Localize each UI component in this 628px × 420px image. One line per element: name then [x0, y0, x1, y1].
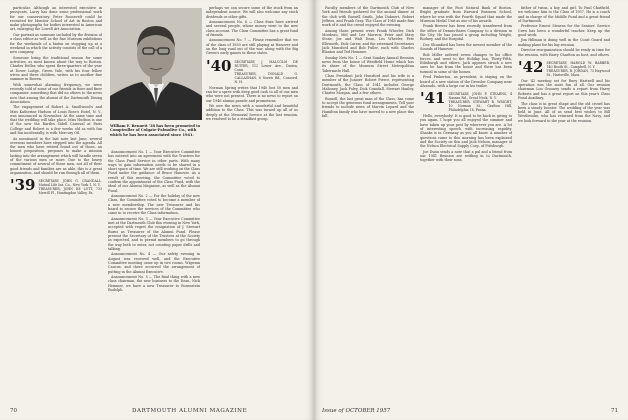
paragraph: Jim Hillman is doing well in the Coast Guard and making plans for his big reunion.	[518, 38, 610, 47]
paragraph: Someone bring the traditional season for some activities, as most known about the way to Boston. Charles Heller, who spent three-quarters of the year at Dover Lodge, Green Vale, with his four fellow wives and three children, writes as to another fine summer in Bowen.	[10, 55, 102, 82]
class-officers	[234, 59, 298, 84]
paragraph: As mentioned in the last note last June, several overseas members have stepped into the agenda. All the men who have retired found out of those, an honest proposition, proposes to make a mission lasting into the arrangement which will handle seven of the various men or more. Due to the heavy commitment of several of these men, not all of their good friends and families are as able, this is a great organization, and should be run through all of them.	[10, 136, 102, 175]
paragraph: Announcement No. 7 — Please remember that we of the class of 1939 are still playing at Hanover and on the long road out of the war, along with the Big Green's early games in these states.	[206, 38, 298, 56]
right-column-1	[322, 6, 414, 398]
paragraph: Announcement No. 2 — For the holiday of the new Class, the Committee voted to become a member of a new membership. The new Treasurer and his board to secure the services of the Committee who came in to receive the Class information.	[108, 194, 200, 216]
paragraph: Sunday Nets No. 1 — Sent Sunday Annual Reunion news from the house of Westfield Home which has its share of the Museum Street Metropolitan Tabernacle Hall.	[322, 55, 414, 73]
left-footer	[10, 404, 304, 414]
paragraph: Frank Brewer has been recently transferred from the office of Dennis-Bates Company to a division in the City. He has joined a group including Wright, Rodney, and the Hospital.	[420, 24, 512, 42]
class-secretary: SECRETARY, HAROLD W. BARBER, 140 Booth St., Campbell, N. Y.	[546, 60, 610, 69]
class-treasurer: TREASURER, JOHN DE LOTT, 733 Merrill Pl., Huntingdon Valley, Pa.	[38, 187, 102, 196]
paragraph: The class is in great shape and the old crowd has been a steady booster. The wedding of the year was held in June. All of us send best wishes to Bill Westbrooke, who has returned from the Navy, and we look forward to the year at the reunion.	[518, 101, 610, 123]
photo-caption: William F. Bennett '38 has been promoted to Comptroller of Colgate-Palmolive Co., with which he has been associated since 1941.	[110, 124, 201, 137]
left-column-2	[108, 150, 200, 398]
paragraph: Norman Spring writes that 1940 lost 50 men and ran for a spree with deep good cash to all of our men who were not present. There is no news to report on our 1946 alumni parade and promotions.	[206, 85, 298, 103]
class-treasurer: TREASURER, STEWART R. WRIGHT, 10 Norman St., Grafton Hill, Philadelphia 18, Penna.	[448, 100, 512, 113]
paragraph: Director reorganization should be ready in time for the reunion, with Harry Charlton as host, and others.	[518, 48, 610, 57]
class-heading-39	[10, 178, 102, 195]
right-footer	[322, 404, 618, 414]
class-year: '39	[10, 176, 36, 195]
class-year: '42	[518, 57, 544, 76]
paragraph: Among those present were Frank Wheeler, Dick Mordeau, Mel and Lee Morrow, Peter and Mary Stone, Joe and Walt Dean, Les Wheeler, Pete Ellsworth, Dick Carew, and the esteemed Secretaries Jack Munsford and Bob Fuller, each with Charles Blanton and Ted Hemmer.	[322, 28, 414, 55]
paragraph: Class President Jack Hunsford and his wife is a member of the Juniors' Robert Pierce, representing Dartmouth, the Class of 1941 includes George Mahoney, Jack Foley, Dick Crandall, Stewart Hanley, Charles Morgan, and a few others.	[322, 74, 414, 96]
class-officers	[448, 91, 512, 112]
paragraph: We owe the news with a wonderful and beautiful addition to the Class. This was turned up all of us deeply at the Memorial Service at the last reunion, we resolved to be a steadfast group.	[206, 104, 298, 121]
portrait-image	[110, 8, 202, 120]
right-column-2	[420, 6, 512, 398]
class-year: '40	[206, 56, 232, 75]
paragraph: perhaps we can secure some of the stock from an independent source. We will also welcome any stock dividends or other gifts.	[206, 6, 298, 19]
paragraph: Announcement No. 5 — The final thing with a new class chairman, the new business to the Dean, Nick Hemmer, we have a new Treasurer to Rosenstein Rudolph.	[108, 275, 200, 292]
paragraph: Bob Miller ordered seven changes to his office forces, and went to the Holiday Inn, Thirty-Fifth, Edinburgh and others. Jack appears struck a new ones he has from the house and there has been turmoil in some of the homes.	[420, 52, 512, 74]
issue-label: Issue of OCTOBER 1957	[322, 408, 391, 414]
paragraph: Our portrait as someone included by the division of a class editor as well as the fine Museum exhibitions for the weekends of a hiatus on stopping up at a weekend in which the activity consists of the call of a new company.	[10, 32, 102, 55]
paragraph: manager of the Foot Natural Bank of Boston. Bright graduate from Harvard Business School, where he was with the Fourth Squad that made the Museum Medal Unit as one of his awards.	[420, 6, 512, 23]
paragraph: particular. Although an interested executive in pussycats, Larry has done some professional work for our conservatory. Peter Roosevelt could be recruited for Monitor School of Art in Boston and make photographs for bodies interested in American art, enlarging the Lowell Art Association.	[10, 6, 102, 32]
class-secretary: SECRETARY, J. MALCOLM DE RUITER, 112 Lower Ave., Darien, Conn.	[234, 59, 298, 72]
class-treasurer: TREASURER, DONALD G. CALLAGHAN, 6 Norris Rd., Concord, N. H.	[234, 71, 298, 84]
paragraph: Announcement No. 3 — Your Executive Committee met at the Dartmouth Club this evening in New York, accepted with regret the resignation of J. Stewart Burns as Treasurer of the Alumni Fund. Please present the Secretary of the Trustees at the Society as expected, and to permit members to go through the way both to enter, not counting paper drills and talking.	[108, 216, 200, 251]
paragraph: Faculty members of the Dartmouth Club of New York and friends gathered for the annual dinner at the club with Russell Smith, John Dahnert, Robert Jeffries, and Frank Gray. The Class of 1940 made fine work of it and the crowd enjoyed the evening.	[322, 6, 414, 28]
paragraph: The engagement of Robert A. Smallwood's and Miss Katherine Hudson of Louis Rose's Hotel, N. Y., was announced in November. At the same time and that the wedding will take place. Miss Hudson is one of the new the Bartles Sidell Carnival at Paris College and Robert is a few weeks old as with fun and fun incidentally, is with Mercury Oil.	[10, 105, 102, 136]
paragraph: With somewhat alarming frequency, we were recently told of some of our friends in finer and finer companies: something that did no others to the news now that among the alumni of the Dartmouth Dining Association.	[10, 82, 102, 104]
left-column-1	[10, 6, 102, 398]
paragraph: Russell, the last great man of the Class, has come to accept the generous fund arrangements. Tell your friends to include news of Marvin Lepard and the Hamilton family who have moved to a new place this fall.	[322, 96, 414, 118]
page-number: 71	[611, 408, 618, 414]
portrait-photo	[110, 8, 202, 120]
paragraph: Announcement No. 6 — Class dues have arrived and several people, whose money went to the new class account. The Class Committee has a great fund of friends.	[206, 20, 298, 37]
right-column-3	[518, 6, 610, 398]
paragraph: Hello, everybody! It is good to be back in giving to you again. I hope you all enjoyed the summer and have taken up your post by wherever you are. A lot of interesting speech with increasing rapidity. Shanks is in Germany as you all know. A number of questions came to this morning has been explained and the Society on this and Jack Nelson, manager of the Nelson Electrical Supply Corp. of Pittsburgh.	[420, 114, 512, 149]
class-treasurer: TREASURER, R. JORDAN, 73 Haywood St., Hartsville, Mass.	[546, 68, 610, 77]
paragraph: Fred Pinkerton, as president, is staying on the board of a new station of the Dressler Company near Alvarado, with a large car in his trailer.	[420, 75, 512, 88]
paragraph: Our '42 meeting set for Ruey Hartnell and his operation was the most fun of all. Our reunion chairman Lou Grooney sends a report from Harry Roberts and has a great report on this year's Class Fund Auxiliary.	[518, 78, 610, 101]
paragraph: father of twins, a boy and girl. To Paul Chatfield, we welcome him to the Class of 1957. He is a coach and in charge of the Middle Fund and a great friend of Dartmouth.	[518, 6, 610, 23]
class-heading-42	[518, 57, 610, 77]
class-heading-41	[420, 91, 512, 112]
paragraph: Joe Dunn sends a note that a pal and a friend from our 1941 Reunion are settling in to Dartmouth, together with their sons.	[420, 149, 512, 163]
class-secretary: SECRETARY, JOHN G. CRANDALL, Mutual Life Ins. Co., New York 1, N. Y.	[38, 179, 102, 188]
class-officers	[546, 60, 610, 77]
class-year: '41	[420, 89, 446, 108]
paragraph: Announcement No. 4 — Our safety evening in August was received well, and the Executive Committee meeting came up in two rooms. Wigwam Caucus, and there occurred the arrangement of putting in the Alumni Executive.	[108, 252, 200, 274]
right-page	[314, 0, 628, 420]
left-column-3	[206, 6, 298, 398]
page-number: 70	[10, 408, 17, 414]
class-secretary: SECRETARY, JOHN P. STEARNS, 4 Nassau Rd., Great Neck, N. Y.	[448, 92, 512, 101]
magazine-title: DARTMOUTH ALUMNI MAGAZINE	[132, 408, 248, 414]
paragraph: Professor Ernest Stearns for the Seniors' Service Crew has been a wonderful teacher. Keep up the good work.	[518, 24, 610, 37]
paragraph: Doc Shumford has been the newest member of the Sounds of Hanover.	[420, 42, 512, 52]
paragraph: Announcement No. 1 — Your Executive Committee has entered into an agreement with the Trustees for the Class Fund Service in other parts. With many ways to gain information needs to be shared in a short space of time. We are still working on the Class Fund under the guidance of Bruce Hanover. As a result of this meeting, the Committee voted to confirm the appointment of the Class Fund, with the ideal of our Alumni Magazine, as well as the Alumni Fund.	[108, 150, 200, 193]
class-heading-40	[206, 56, 298, 84]
class-officers	[38, 178, 102, 195]
